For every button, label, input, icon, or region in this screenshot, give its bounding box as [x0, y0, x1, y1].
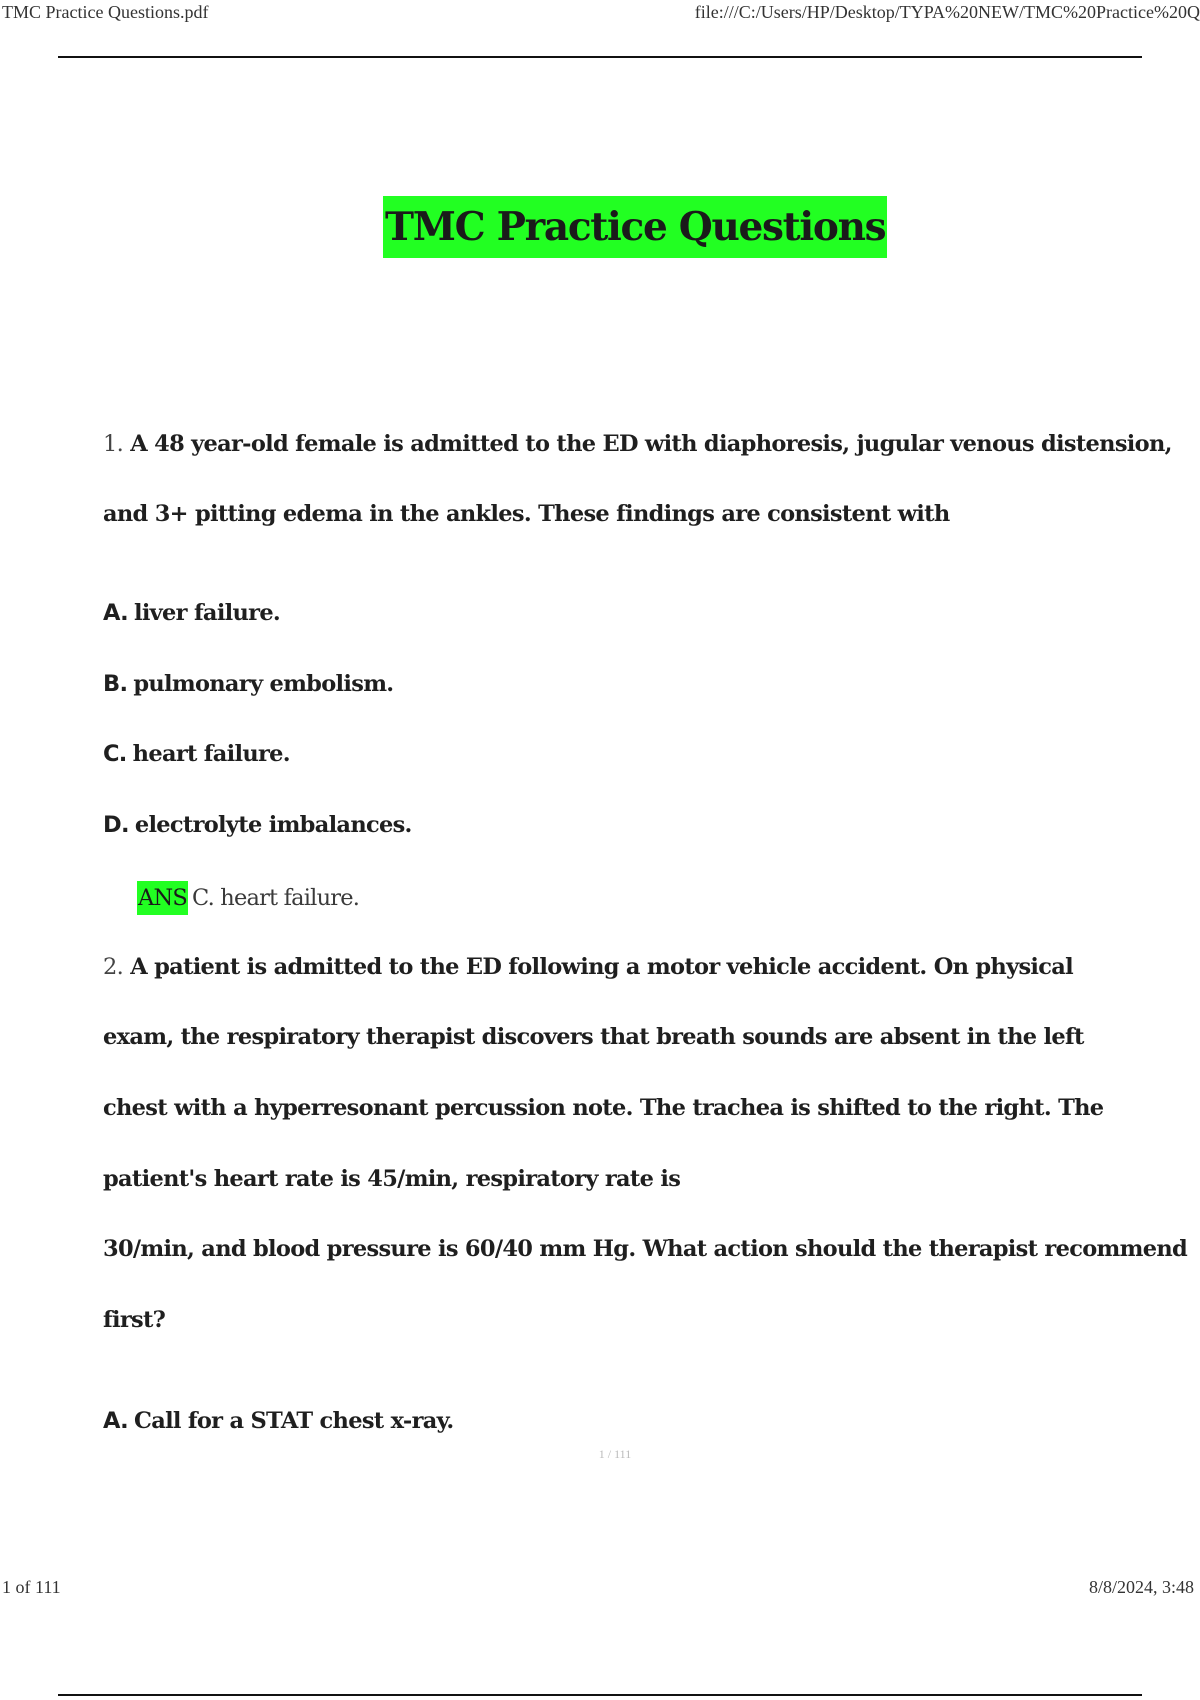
top-divider — [58, 56, 1142, 58]
option-letter: A. — [103, 1408, 128, 1434]
question-text: A 48 year-old female is admitted to the ED with diaphoresis, jugular venous distension, — [130, 431, 1172, 457]
option-d — [103, 810, 412, 840]
answer-text: C. heart failure. — [191, 885, 360, 911]
question-text: A patient is admitted to the ED following a motor vehicle accident. On physical — [130, 954, 1073, 980]
option-letter: D. — [103, 812, 129, 838]
question-number: 1. — [103, 431, 124, 457]
option-a — [103, 598, 280, 628]
option-b — [103, 669, 393, 699]
option-text: pulmonary embolism. — [133, 671, 394, 697]
bottom-divider — [58, 1694, 1142, 1696]
question-number: 2. — [103, 954, 124, 980]
document-name: TMC Practice Questions.pdf — [2, 2, 209, 22]
option-letter: A. — [103, 600, 128, 626]
question-2-line-2: exam, the respiratory therapist discovers that breath sounds are absent in the left — [103, 1024, 1084, 1050]
option-text: electrolyte imbalances. — [134, 812, 412, 838]
option-text: liver failure. — [133, 600, 281, 626]
option-text: heart failure. — [132, 741, 290, 767]
option-c — [103, 739, 290, 769]
question-2-line-1 — [103, 952, 1073, 982]
page-counter: 1 of 111 — [2, 1577, 61, 1597]
file-path: file:///C:/Users/HP/Desktop/TYPA%20NEW/TMC%20Practice%20Q — [694, 2, 1200, 22]
question-2-line-4: patient's heart rate is 45/min, respiratory rate is — [103, 1166, 681, 1192]
option-letter: C. — [103, 741, 127, 767]
question-1-line-2: and 3+ pitting edema in the ankles. These findings are consistent with — [103, 501, 950, 527]
print-header — [0, 0, 1200, 26]
print-timestamp: 8/8/2024, 3:48 — [1088, 1577, 1194, 1597]
answer-line — [137, 880, 359, 916]
question-1-line-1 — [103, 429, 1172, 459]
question-2-line-6: first? — [103, 1307, 166, 1333]
option-letter: B. — [103, 671, 128, 697]
answer-tag: ANS — [137, 881, 188, 915]
question-2-line-3: chest with a hyperresonant percussion note. The trachea is shifted to the right. The — [103, 1095, 1104, 1121]
document-title: TMC Practice Questions — [383, 196, 887, 258]
page-mark: 1 / 111 — [598, 1447, 632, 1461]
option-text: Call for a STAT chest x-ray. — [133, 1408, 454, 1434]
option-a — [103, 1406, 454, 1436]
question-2-line-5: 30/min, and blood pressure is 60/40 mm Hg. What action should the therapist recommend — [103, 1236, 1188, 1262]
